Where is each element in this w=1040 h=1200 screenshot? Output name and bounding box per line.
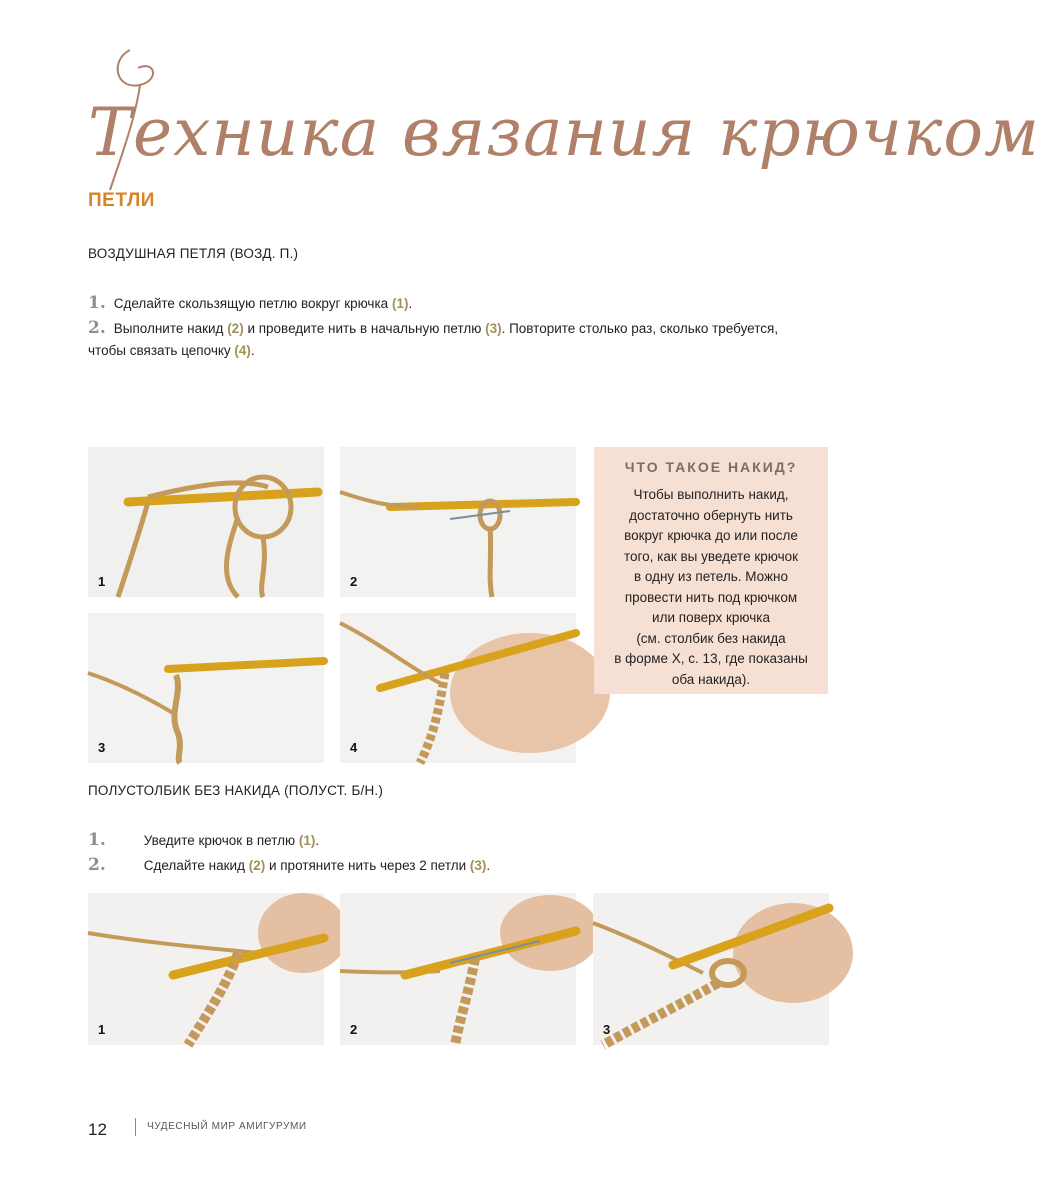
photo-label: 2 [350,1022,358,1037]
halfstitch-photo-2 [340,893,576,1045]
chain-step-1: 1. Сделайте скользящую петлю вокруг крючка (1). [88,293,413,313]
hook-yarn-illustration [340,447,576,597]
halfstitch-photo-3 [593,893,829,1045]
step-number: 2. [88,318,106,338]
chain-heading: ВОЗДУШНАЯ ПЕТЛЯ (ВОЗД. П.) [88,246,299,261]
photo-label: 4 [350,740,358,755]
photo-label: 1 [98,574,106,589]
photo-label: 3 [603,1022,611,1037]
tip-title: ЧТО ТАКОЕ НАКИД? [624,459,798,475]
hook-yarn-illustration [340,613,576,763]
photo-label: 3 [98,740,106,755]
chain-photo-1 [88,447,324,597]
tip-body: Чтобы выполнить накид, достаточно обернуть нить вокруг крючка до или после того, как вы уведете крючок в одну из петель. Можно провести нить под крючком или поверх крючка (см. столбик без накида в форме X, с. 13, где показаны оба накида). [614,487,808,687]
hook-yarn-illustration [340,893,576,1045]
chain-photo-4 [340,613,576,763]
footer-divider [135,1118,136,1136]
step-number: 1. [88,293,106,313]
step-number: 1. [88,830,106,850]
page-number: 12 [88,1120,107,1139]
step-number: 2. [88,855,106,875]
hook-yarn-illustration [88,613,324,763]
page-title: Техника вязания крючком [88,94,1040,171]
section-label: ПЕТЛИ [88,190,155,211]
chain-photo-3 [88,613,324,763]
chain-step-2: 2. Выполните накид (2) и проведите нить в начальную петлю (3). Повторите столько раз, сколько требуется, чтобы связать цепочку (4). [88,318,779,358]
halfstitch-step-1: 1. Уведите крючок в петлю (1). [88,830,320,850]
halfstitch-heading: ПОЛУСТОЛБИК БЕЗ НАКИДА (ПОЛУСТ. Б/Н.) [88,783,384,798]
hook-yarn-illustration [88,893,324,1045]
halfstitch-photo-1 [88,893,324,1045]
tip-box [594,447,828,694]
book-title: ЧУДЕСНЫЙ МИР АМИГУРУМИ [147,1121,307,1132]
chain-photo-2 [340,447,576,597]
photo-label: 2 [350,574,358,589]
hook-yarn-illustration [88,447,324,597]
hook-yarn-illustration [593,893,829,1045]
photo-label: 1 [98,1022,106,1037]
halfstitch-step-2: 2. Сделайте накид (2) и протяните нить через 2 петли (3). [88,855,491,875]
